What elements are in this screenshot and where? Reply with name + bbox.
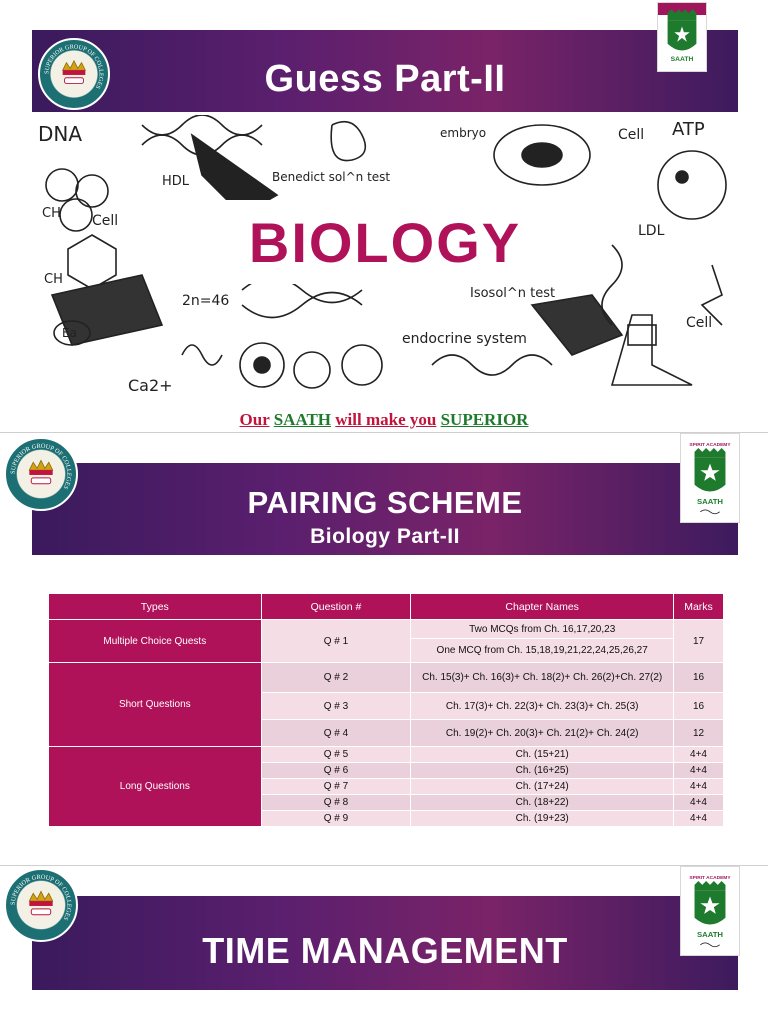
svg-text:Cell: Cell xyxy=(618,127,645,143)
college-seal-logo xyxy=(4,437,78,511)
svg-text:SPIRIT ACADEMY: SPIRIT ACADEMY xyxy=(689,443,731,449)
question-cell: Q # 6 xyxy=(261,763,411,779)
header-chapters: Chapter Names xyxy=(411,594,674,620)
svg-text:HDL: HDL xyxy=(162,174,190,189)
slogan xyxy=(0,410,768,430)
saath-badge-logo xyxy=(657,2,707,72)
header-types: Types xyxy=(49,594,262,620)
title-banner xyxy=(32,30,738,112)
question-cell: Q # 2 xyxy=(261,663,411,693)
type-mcq: Multiple Choice Quests xyxy=(49,620,262,663)
marks-cell: 12 xyxy=(674,720,724,747)
question-cell: Q # 1 xyxy=(261,620,411,663)
svg-text:Isosol^n test: Isosol^n test xyxy=(470,286,556,301)
slide-time-management xyxy=(0,865,768,1024)
chapters-cell: Ch. (15+21) xyxy=(411,747,674,763)
chapters-cell: Ch. (16+25) xyxy=(411,763,674,779)
svg-text:Cell: Cell xyxy=(92,213,119,229)
question-cell: Q # 3 xyxy=(261,693,411,720)
marks-cell: 4+4 xyxy=(674,811,724,827)
chapters-cell: Ch. 19(2)+ Ch. 20(3)+ Ch. 21(2)+ Ch. 24(2) xyxy=(411,720,674,747)
marks-cell: 4+4 xyxy=(674,763,724,779)
marks-cell: 4+4 xyxy=(674,795,724,811)
subject-title: BIOLOGY xyxy=(248,210,522,274)
svg-text:Cell: Cell xyxy=(686,315,713,331)
header-question: Question # xyxy=(261,594,411,620)
svg-text:ATP: ATP xyxy=(672,119,705,140)
svg-text:SUPERIOR GROUP OF COLLEGES: SUPERIOR GROUP OF COLLEGES xyxy=(9,442,73,491)
slide-guess-part xyxy=(0,0,768,432)
chapters-cell: Ch. (19+23) xyxy=(411,811,674,827)
saath-badge-logo xyxy=(680,433,740,523)
saath-badge-logo xyxy=(680,866,740,956)
svg-text:SAATH: SAATH xyxy=(696,497,724,507)
question-cell: Q # 4 xyxy=(261,720,411,747)
time-banner xyxy=(32,896,738,990)
chapters-cell: Two MCQs from Ch. 16,17,20,23 xyxy=(411,620,674,639)
slogan-part-1: Our xyxy=(239,410,270,429)
svg-text:SUPERIOR GROUP OF COLLEGES: SUPERIOR GROUP OF COLLEGES xyxy=(44,44,104,90)
slogan-part-3: will make you xyxy=(335,410,437,429)
svg-text:SUPERIOR GROUP OF COLLEGES: SUPERIOR GROUP OF COLLEGES xyxy=(9,873,73,922)
slide-title: Guess Part-II xyxy=(264,58,506,100)
question-cell: Q # 8 xyxy=(261,795,411,811)
college-seal-logo xyxy=(38,38,110,110)
pairing-title: PAIRING SCHEME xyxy=(247,485,523,520)
college-seal-logo xyxy=(4,868,78,942)
question-cell: Q # 7 xyxy=(261,779,411,795)
chapters-cell: Ch. (17+24) xyxy=(411,779,674,795)
chapters-cell: Ch. (18+22) xyxy=(411,795,674,811)
svg-text:Benedict sol^n test: Benedict sol^n test xyxy=(272,170,391,184)
question-cell: Q # 5 xyxy=(261,747,411,763)
header-marks: Marks xyxy=(674,594,724,620)
svg-text:Ca2+: Ca2+ xyxy=(128,376,173,395)
pairing-banner xyxy=(32,463,738,555)
table-header-row xyxy=(49,594,724,620)
svg-text:endocrine system: endocrine system xyxy=(402,331,527,347)
chapters-cell: Ch. 15(3)+ Ch. 16(3)+ Ch. 18(2)+ Ch. 26(2)+Ch. 27(2) xyxy=(411,663,674,693)
question-cell: Q # 9 xyxy=(261,811,411,827)
slogan-part-2: SAATH xyxy=(273,410,332,429)
marks-cell: 16 xyxy=(674,693,724,720)
marks-cell: 4+4 xyxy=(674,747,724,763)
svg-text:SAATH: SAATH xyxy=(696,930,724,940)
time-title: TIME MANAGEMENT xyxy=(202,930,568,971)
slide-pairing-scheme xyxy=(0,432,768,864)
marks-cell: 4+4 xyxy=(674,779,724,795)
marks-cell: 17 xyxy=(674,620,724,663)
marks-cell: 16 xyxy=(674,663,724,693)
table-row xyxy=(49,663,724,693)
chapters-cell: Ch. 17(3)+ Ch. 22(3)+ Ch. 23(3)+ Ch. 25(3) xyxy=(411,693,674,720)
chapters-cell: One MCQ from Ch. 15,18,19,21,22,24,25,26,27 xyxy=(411,639,674,663)
svg-text:SPIRIT ACADEMY: SPIRIT ACADEMY xyxy=(689,876,731,882)
svg-text:DNA: DNA xyxy=(38,122,83,146)
svg-text:LDL: LDL xyxy=(638,223,665,239)
type-short: Short Questions xyxy=(49,663,262,747)
table-row xyxy=(49,747,724,763)
svg-text:SAATH: SAATH xyxy=(670,56,694,64)
svg-text:Ea: Ea xyxy=(62,326,77,340)
table-row xyxy=(49,620,724,639)
svg-text:embryo: embryo xyxy=(440,126,487,140)
svg-text:CH: CH xyxy=(42,206,61,221)
pairing-scheme-table xyxy=(48,593,724,827)
svg-text:2n=46: 2n=46 xyxy=(182,293,230,309)
pairing-subtitle: Biology Part-II xyxy=(310,525,460,548)
subject-label-box xyxy=(200,200,570,284)
slogan-part-4: SUPERIOR xyxy=(440,410,529,429)
svg-text:CH: CH xyxy=(44,272,63,287)
type-long: Long Questions xyxy=(49,747,262,827)
